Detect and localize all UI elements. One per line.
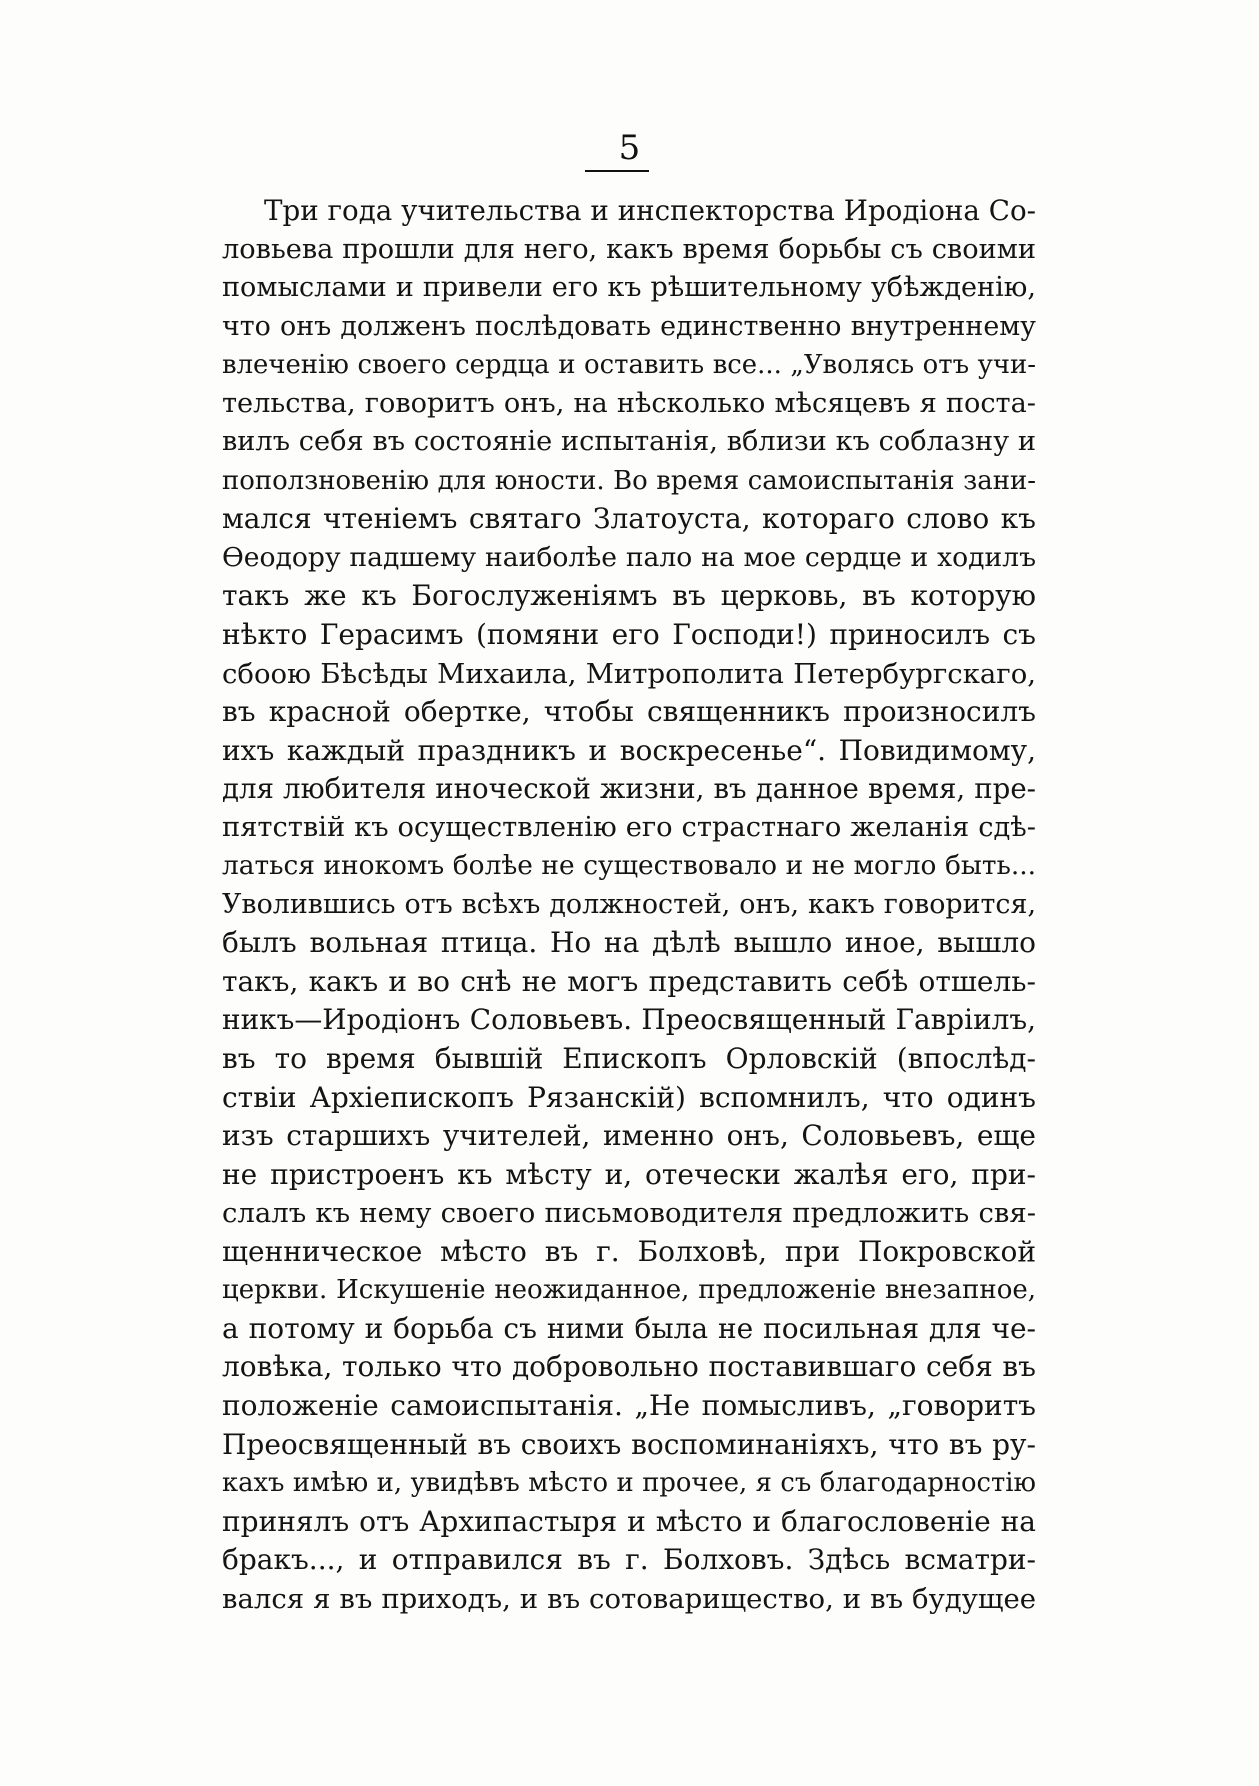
text-line: сбоою Бѣсѣды Михаила, Митрополита Петербургскаго, <box>222 657 1036 690</box>
text-line: никъ—Иродіонъ Соловьевъ. Преосвященный Гавріилъ, <box>222 1003 1036 1037</box>
body-text <box>222 192 1036 1618</box>
text-line: ловѣка, только что добровольно поставившаго себя въ <box>222 1350 1036 1384</box>
text-line: мался чтеніемъ святаго Златоуста, котораго слово къ <box>222 502 1036 536</box>
text-line: ловьева прошли для него, какъ время борьбы съ своими <box>222 233 1036 265</box>
text-line: принялъ отъ Архипастыря и мѣсто и благословеніе на <box>222 1504 1036 1538</box>
text-line: въ красной обертке, чтобы священникъ произносилъ <box>222 695 1036 729</box>
text-line: нѣкто Герасимъ (помяни его Господи!) приносилъ съ <box>222 618 1036 652</box>
text-line: влеченію своего сердца и оставить все... „Уволясь отъ учи- <box>222 350 1036 381</box>
text-line: Ѳеодору падшему наиболѣе пало на мое сердце и ходилъ <box>222 541 1036 573</box>
text-line: Уволившись отъ всѣхъ должностей, онъ, какъ говорится, <box>222 888 1036 920</box>
page-number-rule <box>585 170 649 172</box>
text-line: поползновенію для юности. Во время самоиспытанія зани- <box>222 465 1036 496</box>
text-line: ствіи Архіепископъ Рязанскій) вспомнилъ, что одинъ <box>222 1080 1036 1114</box>
text-line: вилъ себя въ состояніе испытанія, вблизи къ соблазну и <box>222 426 1036 458</box>
text-line: положеніе самоиспытанія. „Не помысливъ, „говоритъ <box>222 1388 1036 1422</box>
text-line: изъ старшихъ учителей, именно онъ, Соловьевъ, еще <box>222 1119 1036 1153</box>
text-line: щенническое мѣсто въ г. Болховѣ, при Покровской <box>222 1234 1036 1268</box>
text-line: слалъ къ нему своего письмоводителя предложить свя- <box>222 1197 1036 1230</box>
text-line: въ то время бывшій Епископъ Орловскій (впослѣд- <box>222 1042 1036 1076</box>
text-line: Преосвященный въ своихъ воспоминаніяхъ, что въ ру- <box>222 1427 1036 1461</box>
text-line: что онъ долженъ послѣдовать единственно внутреннему <box>222 310 1036 342</box>
text-line: тельства, говоритъ онъ, на нѣсколько мѣсяцевъ я поста- <box>222 387 1036 419</box>
text-line: латься инокомъ болѣе не существовало и не могло быть... <box>222 850 1036 882</box>
page-number: 5 <box>618 128 641 168</box>
text-line: церкви. Искушеніе неожиданное, предложеніе внезапное, <box>222 1275 1036 1306</box>
text-line: ихъ каждый праздникъ и воскресенье“. Повидимому, <box>222 733 1036 767</box>
text-line: Три года учительства и инспекторства Иродіона Со- <box>264 194 1036 227</box>
text-line: помыслами и привели его къ рѣшительному убѣжденію, <box>222 272 1036 304</box>
text-line: такъ, какъ и во снѣ не могъ представить себѣ отшель- <box>222 964 1036 998</box>
text-line: такъ же къ Богослуженіямъ въ церковь, въ которую <box>222 579 1036 613</box>
text-line: для любителя иноческой жизни, въ данное время, пре- <box>222 772 1036 806</box>
text-line: кахъ имѣю и, увидѣвъ мѣсто и прочее, я съ благодарностію <box>222 1468 1036 1499</box>
text-line: вался я въ приходъ, и въ сотоварищество, и въ будущее <box>222 1582 1036 1615</box>
text-line: а потому и борьба съ ними была не посильная для че- <box>222 1311 1036 1345</box>
text-line: бракъ..., и отправился въ г. Болховъ. Здѣсь всматри- <box>222 1543 1036 1577</box>
text-line: былъ вольная птица. Но на дѣлѣ вышло иное, вышло <box>222 926 1036 960</box>
text-line: пятствій къ осуществленію его страстнаго желанія сдѣ- <box>222 811 1036 843</box>
text-line: не пристроенъ къ мѣсту и, отечески жалѣя его, при- <box>222 1157 1036 1191</box>
